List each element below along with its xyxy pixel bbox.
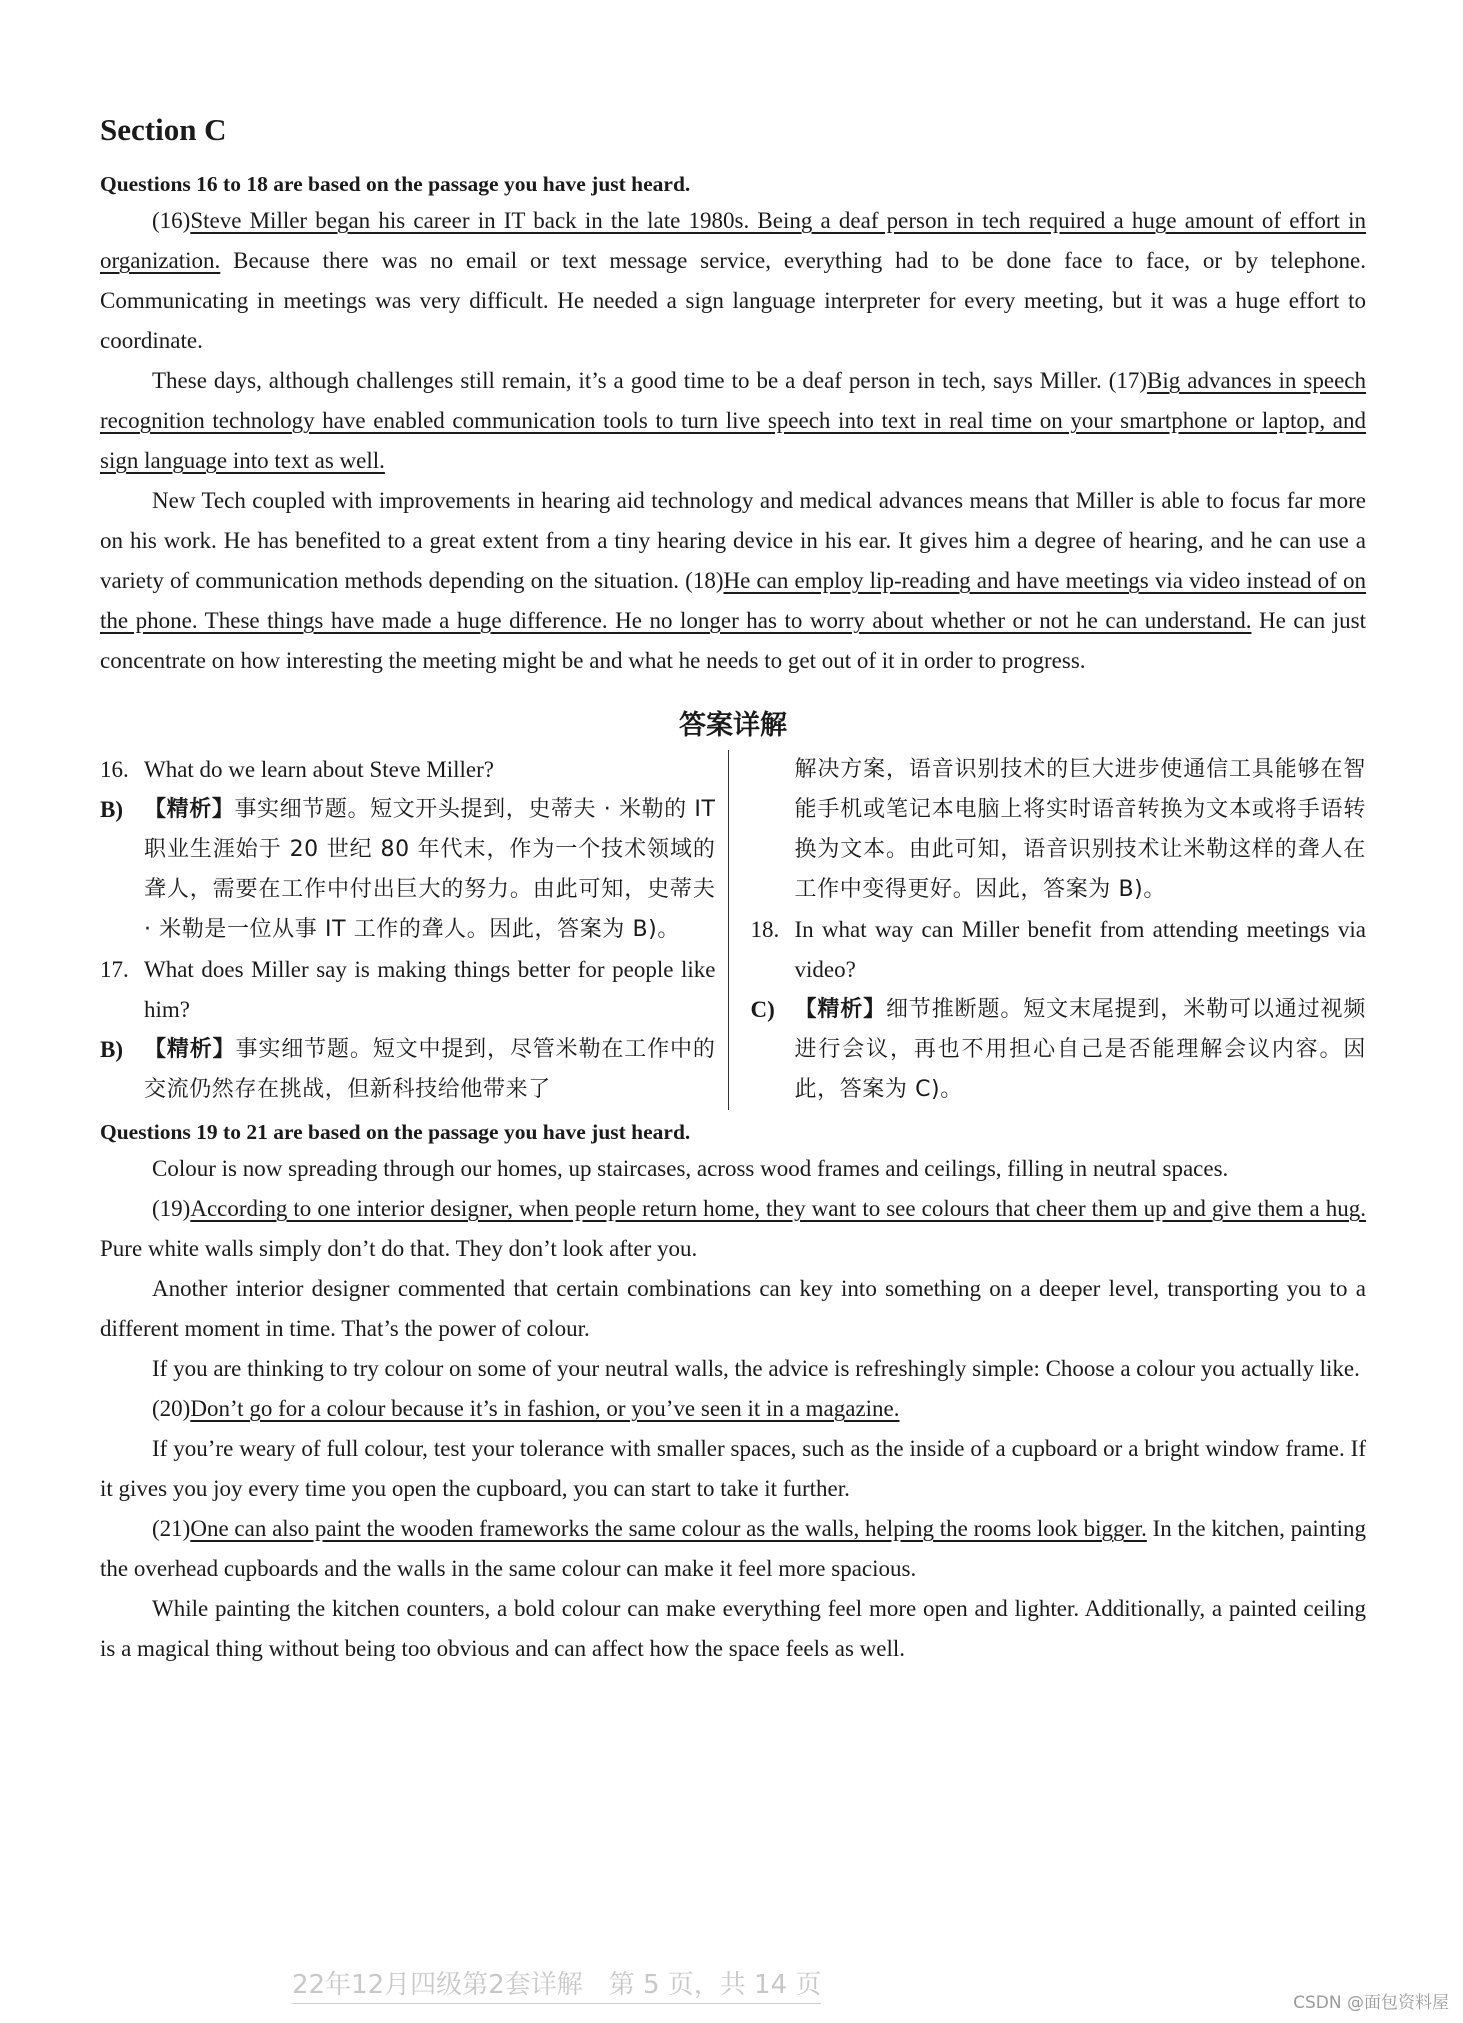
answer-underline-19: According to one interior designer, when people return home, they want to see colours that cheer them up and give them a hug. — [190, 1196, 1366, 1221]
marker-19: (19) — [152, 1196, 191, 1221]
answer-column-left — [100, 750, 729, 1110]
answer-underline-16: Steve Miller began his career in IT back in the late 1980s. Being a deaf person in tech required a huge amount of effort in organization. — [100, 208, 1366, 273]
question-17: 17. What does Miller say is making things better for people like him? — [100, 957, 716, 1022]
answer-underline-21: One can also paint the wooden frameworks the same colour as the walls, helping the rooms look bigger. — [190, 1516, 1147, 1541]
passage2-paragraph-3: Another interior designer commented that certain combinations can key into something on a deeper level, transporting you to a different moment in time. That’s the power of colour. — [100, 1276, 1366, 1341]
passage2-paragraph-6: If you’re weary of full colour, test your tolerance with smaller spaces, such as the inside of a cupboard or a bright window frame. If it gives you joy every time you open the cupboard, you can start to take it further. — [100, 1436, 1366, 1501]
questions-19-21-heading: Questions 19 to 21 are based on the passage you have just heard. — [100, 1120, 691, 1144]
answer-underline-17: Big advances in speech recognition technology have enabled communication tools to turn live speech into text in real time on your smartphone or laptop, and sign language into text as well. — [100, 368, 1366, 473]
question-16: 16. What do we learn about Steve Miller? — [100, 757, 494, 782]
passage2-paragraph-8: While painting the kitchen counters, a bold colour can make everything feel more open and lighter. Additionally, a painted ceiling is a magical thing without being too obvious and can affect how the space feels as well. — [100, 1596, 1366, 1661]
answer-explanation-title: 答案详解 — [679, 710, 787, 741]
page-footer: 22年12月四级第2套详解 第 5 页，共 14 页 — [292, 1964, 821, 2004]
passage2-paragraph-4: If you are thinking to try colour on some of your neutral walls, the advice is refreshingly simple: Choose a colour you actually like. — [152, 1356, 1360, 1381]
marker-16: (16) — [152, 208, 191, 233]
answer-column-right — [729, 750, 1367, 1110]
marker-18: (18) — [685, 568, 724, 593]
answer-16: B) 【精析】事实细节题。短文开头提到，史蒂夫 · 米勒的 IT 职业生涯始于 20 世纪 80 年代末，作为一个技术领域的聋人，需要在工作中付出巨大的努力。由此可知，史蒂夫 · 米勒是一位从事 IT 工作的聋人。因此，答案为 B)。 — [100, 797, 716, 942]
answer-17: B) 【精析】事实细节题。短文中提到，尽管米勒在工作中的交流仍然存在挑战，但新科技给他带来了 — [100, 1037, 716, 1102]
watermark: CSDN @面包资料屋 — [1293, 1993, 1449, 2013]
answer-underline-18: He can employ lip-reading and have meetings via video instead of on the phone. These things have made a huge difference. He no longer has to worry about whether or not he can understand. — [100, 568, 1366, 633]
passage2-paragraph-5 — [100, 1389, 1366, 1429]
marker-17: (17) — [1108, 368, 1148, 393]
passage1-paragraph-1: (16)Steve Miller began his career in IT back in the late 1980s. Being a deaf person in tech required a huge amount of effort in organization. Because there was no email or text message service, everything had to be done face to face, or by telephone. Communicating in meetings was very difficult. He needed a sign language interpreter for every meeting, but it was a huge effort to coordinate. — [100, 208, 1366, 353]
passage2-paragraph-1: Colour is now spreading through our homes, up staircases, across wood frames and ceilings, filling in neutral spaces. — [152, 1156, 1229, 1181]
passage2-paragraph-2: (19)According to one interior designer, when people return home, they want to see colours that cheer them up and give them a hug. Pure white walls simply don’t do that. They don’t look after you. — [100, 1196, 1366, 1261]
document-page — [100, 112, 1366, 1669]
marker-21: (21) — [152, 1516, 191, 1541]
answer-17-continued: 解决方案，语音识别技术的巨大进步使通信工具能够在智能手机或笔记本电脑上将实时语音转换为文本或将手语转换为文本。由此可知，语音识别技术让米勒这样的聋人在工作中变得更好。因此，答案为 B)。 — [794, 757, 1366, 902]
answer-columns — [100, 750, 1366, 1110]
marker-20: (20) — [152, 1396, 191, 1421]
section-title: Section C — [100, 112, 227, 147]
passage2-paragraph-7: (21)One can also paint the wooden frameworks the same colour as the walls, helping the rooms look bigger. In the kitchen, painting the overhead cupboards and the walls in the same colour can make it feel more spacious. — [100, 1516, 1366, 1581]
question-18: 18. In what way can Miller benefit from attending meetings via video? — [750, 917, 1366, 982]
answer-underline-20: Don’t go for a colour because it’s in fashion, or you’ve seen it in a magazine. — [190, 1396, 900, 1421]
questions-16-18-heading: Questions 16 to 18 are based on the passage you have just heard. — [100, 172, 691, 196]
passage1-paragraph-2: These days, although challenges still remain, it’s a good time to be a deaf person in tech, says Miller. (17)Big advances in speech recognition technology have enabled communication tools to turn live speech into text in real time on your smartphone or laptop, and sign language into text as well. — [100, 368, 1366, 473]
answer-18: C) 【精析】细节推断题。短文末尾提到，米勒可以通过视频进行会议，再也不用担心自己是否能理解会议内容。因此，答案为 C)。 — [750, 997, 1366, 1102]
passage1-paragraph-3: New Tech coupled with improvements in hearing aid technology and medical advances means that Miller is able to focus far more on his work. He has benefited to a great extent from a tiny hearing device in his ear. It gives him a degree of hearing, and he can use a variety of communication methods depending on the situation. (18)He can employ lip-reading and have meetings via video instead of on the phone. These things have made a huge difference. He no longer has to worry about whether or not he can understand. He can just concentrate on how interesting the meeting might be and what he needs to get out of it in order to progress. — [100, 488, 1366, 673]
